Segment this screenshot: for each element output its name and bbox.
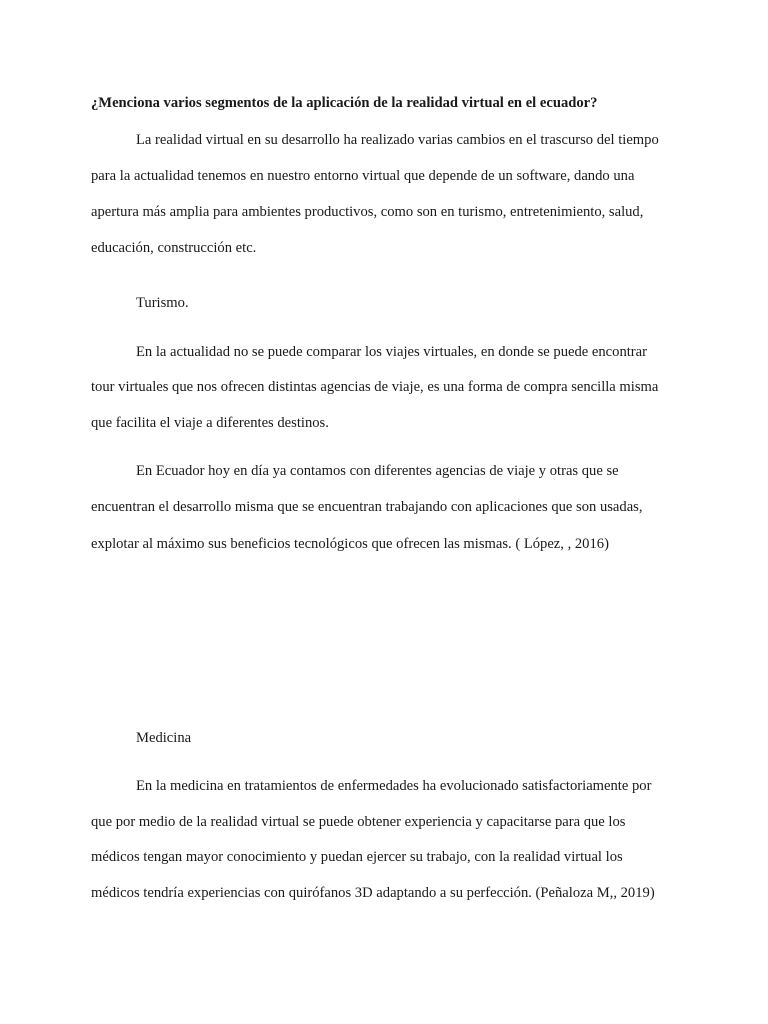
medicina-p1-line: médicos tengan mayor conocimiento y puedan ejercer su trabajo, con la realidad virtual los — [91, 849, 623, 865]
intro-line: La realidad virtual en su desarrollo ha realizado varias cambios en el trascurso del tiempo — [136, 132, 659, 148]
document-heading: ¿Menciona varios segmentos de la aplicación de la realidad virtual en el ecuador? — [91, 95, 598, 111]
intro-line: educación, construcción etc. — [91, 240, 257, 256]
turismo-p2-line: encuentran el desarrollo misma que se encuentran trabajando con aplicaciones que son usadas, — [91, 499, 643, 515]
turismo-p1-line: tour virtuales que nos ofrecen distintas agencias de viaje, es una forma de compra sencilla misma — [91, 379, 659, 395]
medicina-p1-line: En la medicina en tratamientos de enfermedades ha evolucionado satisfactoriamente por — [136, 778, 652, 794]
section-title-medicina: Medicina — [136, 730, 192, 746]
intro-line: para la actualidad tenemos en nuestro entorno virtual que depende de un software, dando una — [91, 168, 635, 184]
intro-line: apertura más amplia para ambientes productivos, como son en turismo, entretenimiento, salud, — [91, 204, 644, 220]
section-title-turismo: Turismo. — [136, 295, 189, 311]
turismo-p2-line: En Ecuador hoy en día ya contamos con diferentes agencias de viaje y otras que se — [136, 463, 619, 479]
medicina-p1-line: médicos tendría experiencias con quirófanos 3D adaptando a su perfección. (Peñaloza M,, 2019) — [91, 885, 655, 901]
medicina-p1-line: que por medio de la realidad virtual se puede obtener experiencia y capacitarse para que los — [91, 814, 626, 830]
turismo-p2-line: explotar al máximo sus beneficios tecnológicos que ofrecen las mismas. ( López, , 2016) — [91, 536, 609, 552]
turismo-p1-line: que facilita el viaje a diferentes destinos. — [91, 415, 329, 431]
turismo-p1-line: En la actualidad no se puede comparar los viajes virtuales, en donde se puede encontrar — [136, 344, 647, 360]
